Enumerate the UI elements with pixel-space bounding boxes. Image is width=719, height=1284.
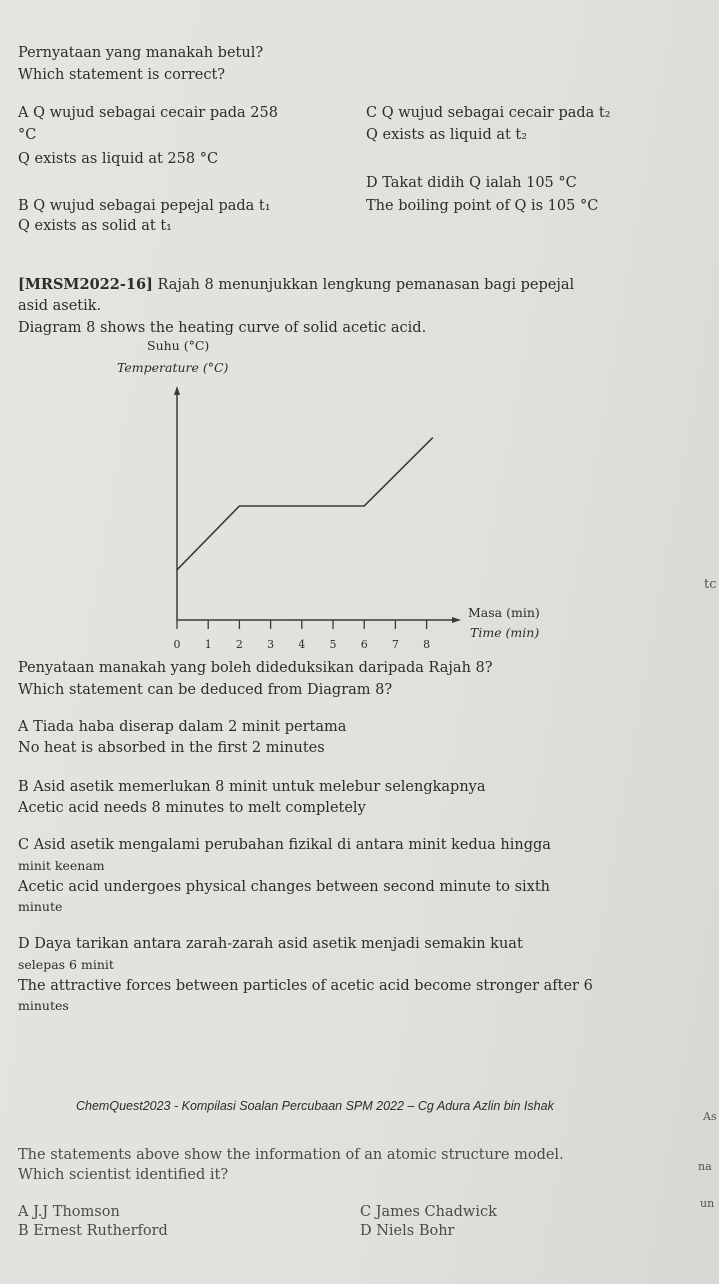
- edge-fragment: As: [703, 1110, 717, 1123]
- x-axis-label-en: [470, 625, 539, 640]
- q1-option-b-ms: B Q wujud sebagai pepejal pada t₁: [18, 198, 271, 214]
- q2-option-d-ms: D Daya tarikan antara zarah-zarah asid asetik menjadi semakin kuat: [18, 936, 523, 952]
- q1-option-c-en: Q exists as liquid at t₂: [366, 127, 528, 143]
- edge-fragment: na: [698, 1160, 712, 1173]
- x-tick-label: 2: [235, 638, 243, 651]
- q2-option-b-ms: B Asid asetik memerlukan 8 minit untuk melebur selengkapnya: [18, 779, 486, 795]
- q2-stem-en: Which statement can be deduced from Diagram 8?: [18, 682, 393, 698]
- q1-stem-ms: Pernyataan yang manakah betul?: [18, 45, 264, 61]
- q1-option-a-ms: A Q wujud sebagai cecair pada 258: [18, 105, 278, 121]
- q2-stem-ms: Penyataan manakah yang boleh dideduksikan daripada Rajah 8?: [18, 660, 493, 676]
- q1-option-d-en: The boiling point of Q is 105 °C: [366, 198, 599, 214]
- q2-option-a-en: No heat is absorbed in the first 2 minutes: [18, 740, 325, 756]
- q2-intro-en: Diagram 8 shows the heating curve of solid acetic acid.: [18, 320, 427, 336]
- y-axis-arrow-icon: [174, 386, 180, 395]
- x-tick-label: 8: [423, 638, 431, 651]
- x-tick-label: 4: [298, 638, 306, 651]
- x-tick-label: 6: [360, 638, 368, 651]
- q3-option-a: A J.J Thomson: [18, 1204, 120, 1220]
- q2-option-b-en: Acetic acid needs 8 minutes to melt completely: [18, 800, 366, 816]
- x-tick-label: 0: [173, 638, 181, 651]
- q1-option-d-ms: D Takat didih Q ialah 105 °C: [366, 175, 577, 191]
- q2-option-c-en: Acetic acid undergoes physical changes between second minute to sixth: [18, 879, 551, 895]
- x-axis-label-en-text: Time (min): [470, 625, 540, 640]
- q2-option-c-en-2: minute: [18, 899, 63, 914]
- page-footer: ChemQuest2023 - Kompilasi Soalan Percubaan SPM 2022 – Cg Adura Azlin bin Ishak: [76, 1099, 554, 1113]
- x-tick-label: 7: [391, 638, 399, 651]
- q3-stem-2: Which scientist identified it?: [18, 1167, 229, 1183]
- q1-stem-en: Which statement is correct?: [18, 67, 226, 83]
- q3-stem-1: The statements above show the information of an atomic structure model.: [18, 1147, 564, 1163]
- q3-option-d: D Niels Bohr: [360, 1223, 455, 1239]
- q2-option-d-en: The attractive forces between particles of acetic acid become stronger after 6: [18, 978, 593, 994]
- question-code: [MRSM2022-16]: [18, 276, 153, 293]
- x-tick-label: 5: [329, 638, 337, 651]
- y-axis-label-ms: Suhu (°C): [147, 338, 210, 353]
- q2-option-c-ms: C Asid asetik mengalami perubahan fizikal di antara minit kedua hingga: [18, 837, 551, 853]
- q1-option-b-en: Q exists as solid at t₁: [18, 218, 172, 234]
- q2-intro-ms-2: asid asetik.: [18, 298, 102, 314]
- q1-option-a-en: Q exists as liquid at 258 °C: [18, 151, 219, 167]
- edge-fragment: tc: [704, 577, 717, 592]
- edge-fragment: un: [700, 1197, 715, 1210]
- q3-option-b: B Ernest Rutherford: [18, 1223, 168, 1239]
- x-axis-label-ms: Masa (min): [468, 605, 540, 620]
- q1-option-c-ms: C Q wujud sebagai cecair pada t₂: [366, 105, 611, 121]
- heating-curve-line: [177, 438, 433, 570]
- y-axis-label-en: Temperature (°C): [117, 360, 229, 375]
- q2-intro-ms-text: Rajah 8 menunjukkan lengkung pemanasan bagi pepejal: [157, 277, 575, 293]
- x-tick-label: 3: [267, 638, 275, 651]
- q2-option-c-ms-2: minit keenam: [18, 858, 105, 873]
- q2-option-d-en-2: minutes: [18, 998, 69, 1013]
- q2-option-d-ms-2: selepas 6 minit: [18, 957, 114, 972]
- q2-option-a-ms: A Tiada haba diserap dalam 2 minit pertama: [18, 719, 347, 735]
- q3-option-c: C James Chadwick: [360, 1204, 497, 1220]
- q1-option-a-ms-unit: °C: [18, 127, 37, 143]
- x-axis-arrow-icon: [452, 617, 461, 623]
- x-tick-label: 1: [204, 638, 212, 651]
